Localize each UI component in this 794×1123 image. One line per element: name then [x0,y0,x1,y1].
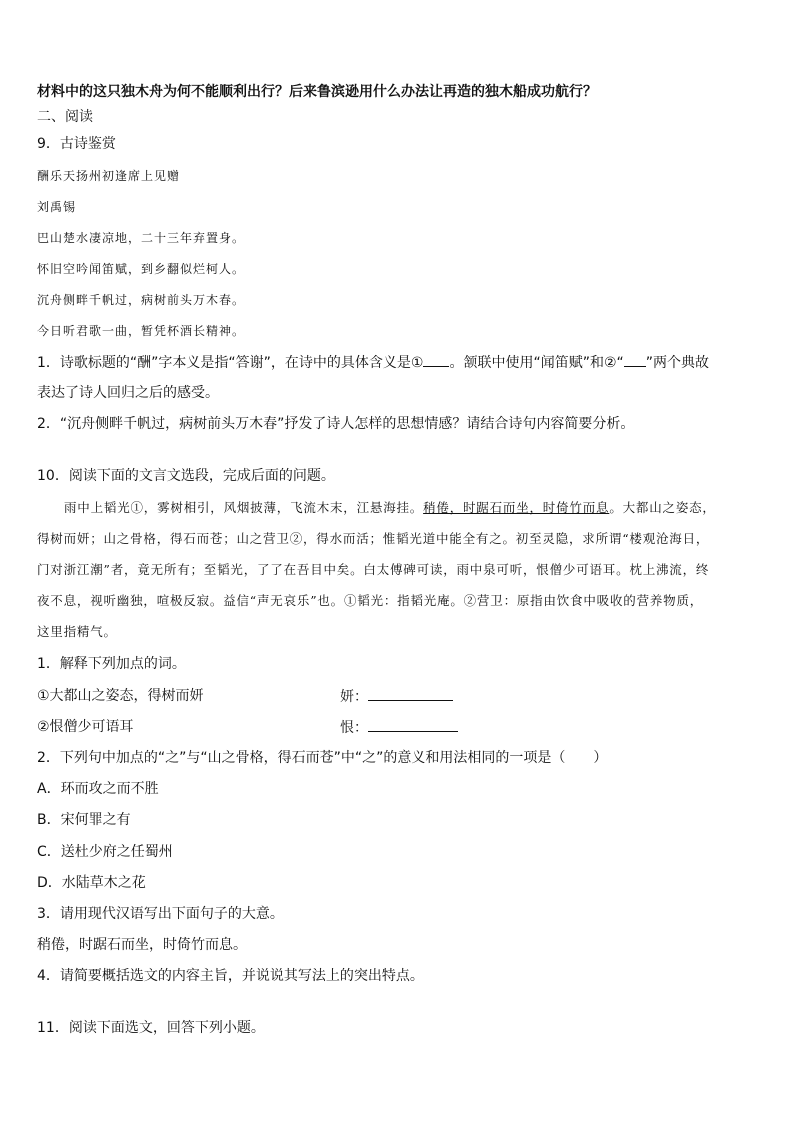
q9-sub1-line2: 表达了诗人回归之后的感受。 [37,385,219,401]
vocab-sentence: ②恨僧少可语耳 [37,719,134,735]
q10-sub3-sentence: 稍倦，时踞石而坐，时倚竹而息。 [37,937,247,953]
poem-title: 酬乐天扬州初逢席上见赠 [37,169,181,183]
q9-sub2: 2．“沉舟侧畔千帆过，病树前头万木春”抒发了诗人怎样的思想情感？请结合诗句内容简要分析。 [37,416,635,432]
passage-line: 得树而妍；山之骨格，得石而苍；山之营卫②，得水而活；惟韬光道中能全有之。初至灵隐，求所谓“楼观沧海日， [37,531,710,546]
q9-sub1 [37,352,709,373]
passage-line: 夜不息，视听幽独，喧极反寂。益信“声无哀乐”也。①韬光：指韬光庵。②营卫：原指由饮食中吸收的营养物质， [37,593,704,608]
q9-sub1-text-a: 1．诗歌标题的“酬”字本义是指“答谢”，在诗中的具体含义是① [37,355,424,371]
q9-title: 9．古诗鉴赏 [37,136,116,152]
section-heading-reading: 二、阅读 [37,109,93,125]
option-a[interactable]: A．环而攻之而不胜 [37,781,159,797]
poem-author: 刘禹锡 [37,200,77,214]
passage-line: 这里指精气。 [37,624,117,639]
vocab-word: 妍： [340,689,368,705]
option-d[interactable]: D．水陆草木之花 [37,875,146,891]
passage-line: 门对浙江潮”者，竟无所有；至韬光，了了在吾目中矣。白太傅碑可读，雨中泉可听，恨僧少可语耳。枕上沸流，终 [37,562,710,577]
answer-blank[interactable] [423,352,449,367]
q9-sub1-text-b: 。颔联中使用“闻笛赋”和②“ [449,355,624,371]
q11-title: 11．阅读下面选文，回答下列小题。 [37,1020,265,1036]
vocab-sentence: ①大都山之姿态，得树而妍 [37,688,204,704]
passage-underlined: 稍倦，时踞石而坐，时倚竹而息 [423,500,610,515]
option-b[interactable]: B．宋何罪之有 [37,812,131,828]
option-c[interactable]: C．送杜少府之任蜀州 [37,844,173,860]
q10-title: 10．阅读下面的文言文选段，完成后面的问题。 [37,468,335,484]
vocab-word: 恨： [340,720,368,736]
poem-line: 怀旧空吟闻笛赋，到乡翻似烂柯人。 [37,262,246,276]
q10-sub4: 4．请简要概括选文的内容主旨，并说说其写法上的突出特点。 [37,968,424,984]
q8-question-tail: 材料中的这只独木舟为何不能顺利出行？后来鲁滨逊用什么办法让再造的独木船成功航行？ [37,84,597,100]
passage-text: 雨中上韬光①，雾树相引，风烟披薄，飞流木末，江悬海挂。 [64,500,424,515]
poem-line: 巴山楚水凄凉地，二十三年弃置身。 [37,231,246,245]
poem-line: 沉舟侧畔千帆过，病树前头万木春。 [37,293,246,307]
vocab-item [37,686,757,706]
passage-line [64,498,716,518]
answer-blank[interactable] [368,686,453,701]
passage-text: 。大都山之姿态， [609,500,716,515]
q10-sub3: 3．请用现代汉语写出下面句子的大意。 [37,906,284,922]
q10-sub2: 2．下列句中加点的“之”与“山之骨格，得石而苍”中“之”的意义和用法相同的一项是（ ） [37,750,608,766]
poem-line: 今日听君歌一曲，暂凭杯酒长精神。 [37,324,246,338]
q10-sub1: 1．解释下列加点的词。 [37,656,186,672]
answer-blank[interactable] [624,352,646,367]
q9-sub1-text-c: ”两个典故 [645,355,710,371]
answer-blank[interactable] [368,717,458,732]
vocab-item [37,717,757,737]
